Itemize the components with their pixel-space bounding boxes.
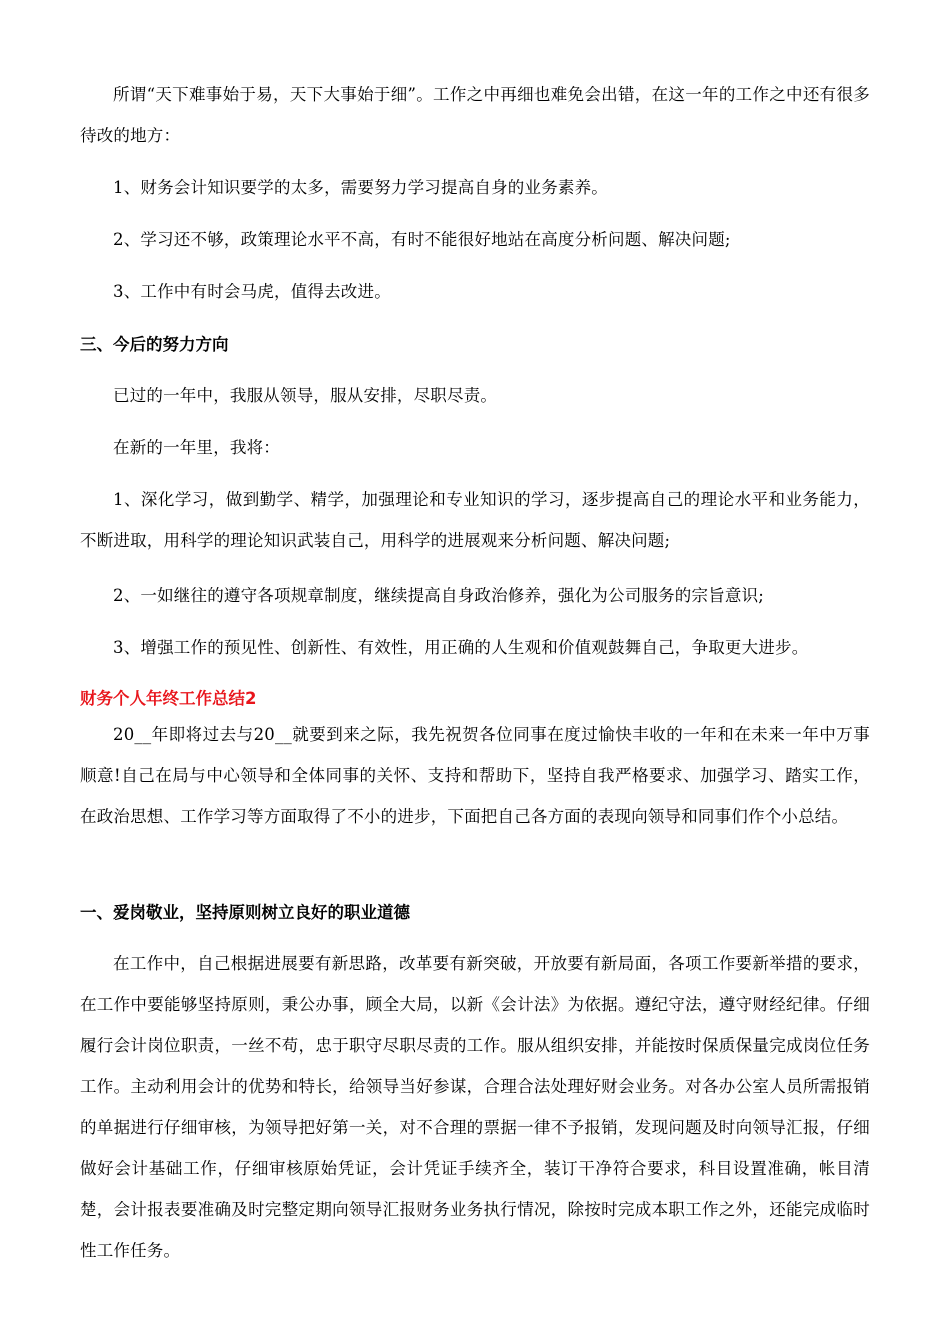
- plan-item-2: 2、一如继往的遵守各项规章制度，继续提高自身政治修养，强化为公司服务的宗旨意识;: [113, 586, 765, 605]
- issue-item-2: 2、学习还不够，政策理论水平不高，有时不能很好地站在高度分析问题、解决问题;: [113, 230, 731, 249]
- issue-item-3: 3、工作中有时会马虎，值得去改进。: [113, 282, 391, 301]
- opening-paragraph: 20__年即将过去与20__就要到来之际，我先祝贺各位同事在度过愉快丰收的一年和在未来一年中万事顺意!自己在局与中心领导和全体同事的关怀、支持和帮助下，坚持自我严格要求、加强学习、踏实工作，在政治思想、工作学习等方面取得了不小的进步，下面把自己各方面的表现向领导和同事们作个小总结。: [80, 725, 870, 826]
- section-heading-future-direction: 三、今后的努力方向: [80, 335, 229, 354]
- plan-item-1: 1、深化学习，做到勤学、精学，加强理论和专业知识的学习，逐步提高自己的理论水平和业务能力，不断进取，用科学的理论知识武装自己，用科学的进展观来分析问题、解决问题;: [80, 490, 870, 550]
- body-paragraph-ethics: 在工作中，自己根据进展要有新思路，改革要有新突破，开放要有新局面，各项工作要新举措的要求，在工作中要能够坚持原则，秉公办事，顾全大局，以新《会计法》为依据。遵纪守法，遵守财经纪律。仔细履行会计岗位职责，一丝不苟，忠于职守尽职尽责的工作。服从组织安排，并能按时保质保量完成岗位任务工作。主动利用会计的优势和特长，给领导当好参谋，合理合法处理好财会业务。对各办公室人员所需报销的单据进行仔细审核，为领导把好第一关，对不合理的票据一律不予报销，发现问题及时向领导汇报，仔细做好会计基础工作，仔细审核原始凭证，会计凭证手续齐全，装订干净符合要求，科目设置准确，帐目清楚，会计报表要准确及时完整定期向领导汇报财务业务执行情况，除按时完成本职工作之外，还能完成临时性工作任务。: [80, 954, 870, 1260]
- new-year-paragraph: 在新的一年里，我将：: [113, 438, 280, 457]
- section-title: 财务个人年终工作总结2: [80, 689, 257, 708]
- past-year-paragraph: 已过的一年中，我服从领导，服从安排，尽职尽责。: [113, 386, 498, 405]
- issue-item-1: 1、财务会计知识要学的太多，需要努力学习提高自身的业务素养。: [113, 178, 608, 197]
- section-heading-professional-ethics: 一、爱岗敬业，坚持原则树立良好的职业道德: [80, 903, 410, 922]
- plan-item-3: 3、增强工作的预见性、创新性、有效性，用正确的人生观和价值观鼓舞自己，争取更大进步。: [113, 638, 809, 657]
- intro-paragraph: 所谓“天下难事始于易，天下大事始于细”。工作之中再细也难免会出错，在这一年的工作之中还有很多待改的地方：: [80, 85, 870, 145]
